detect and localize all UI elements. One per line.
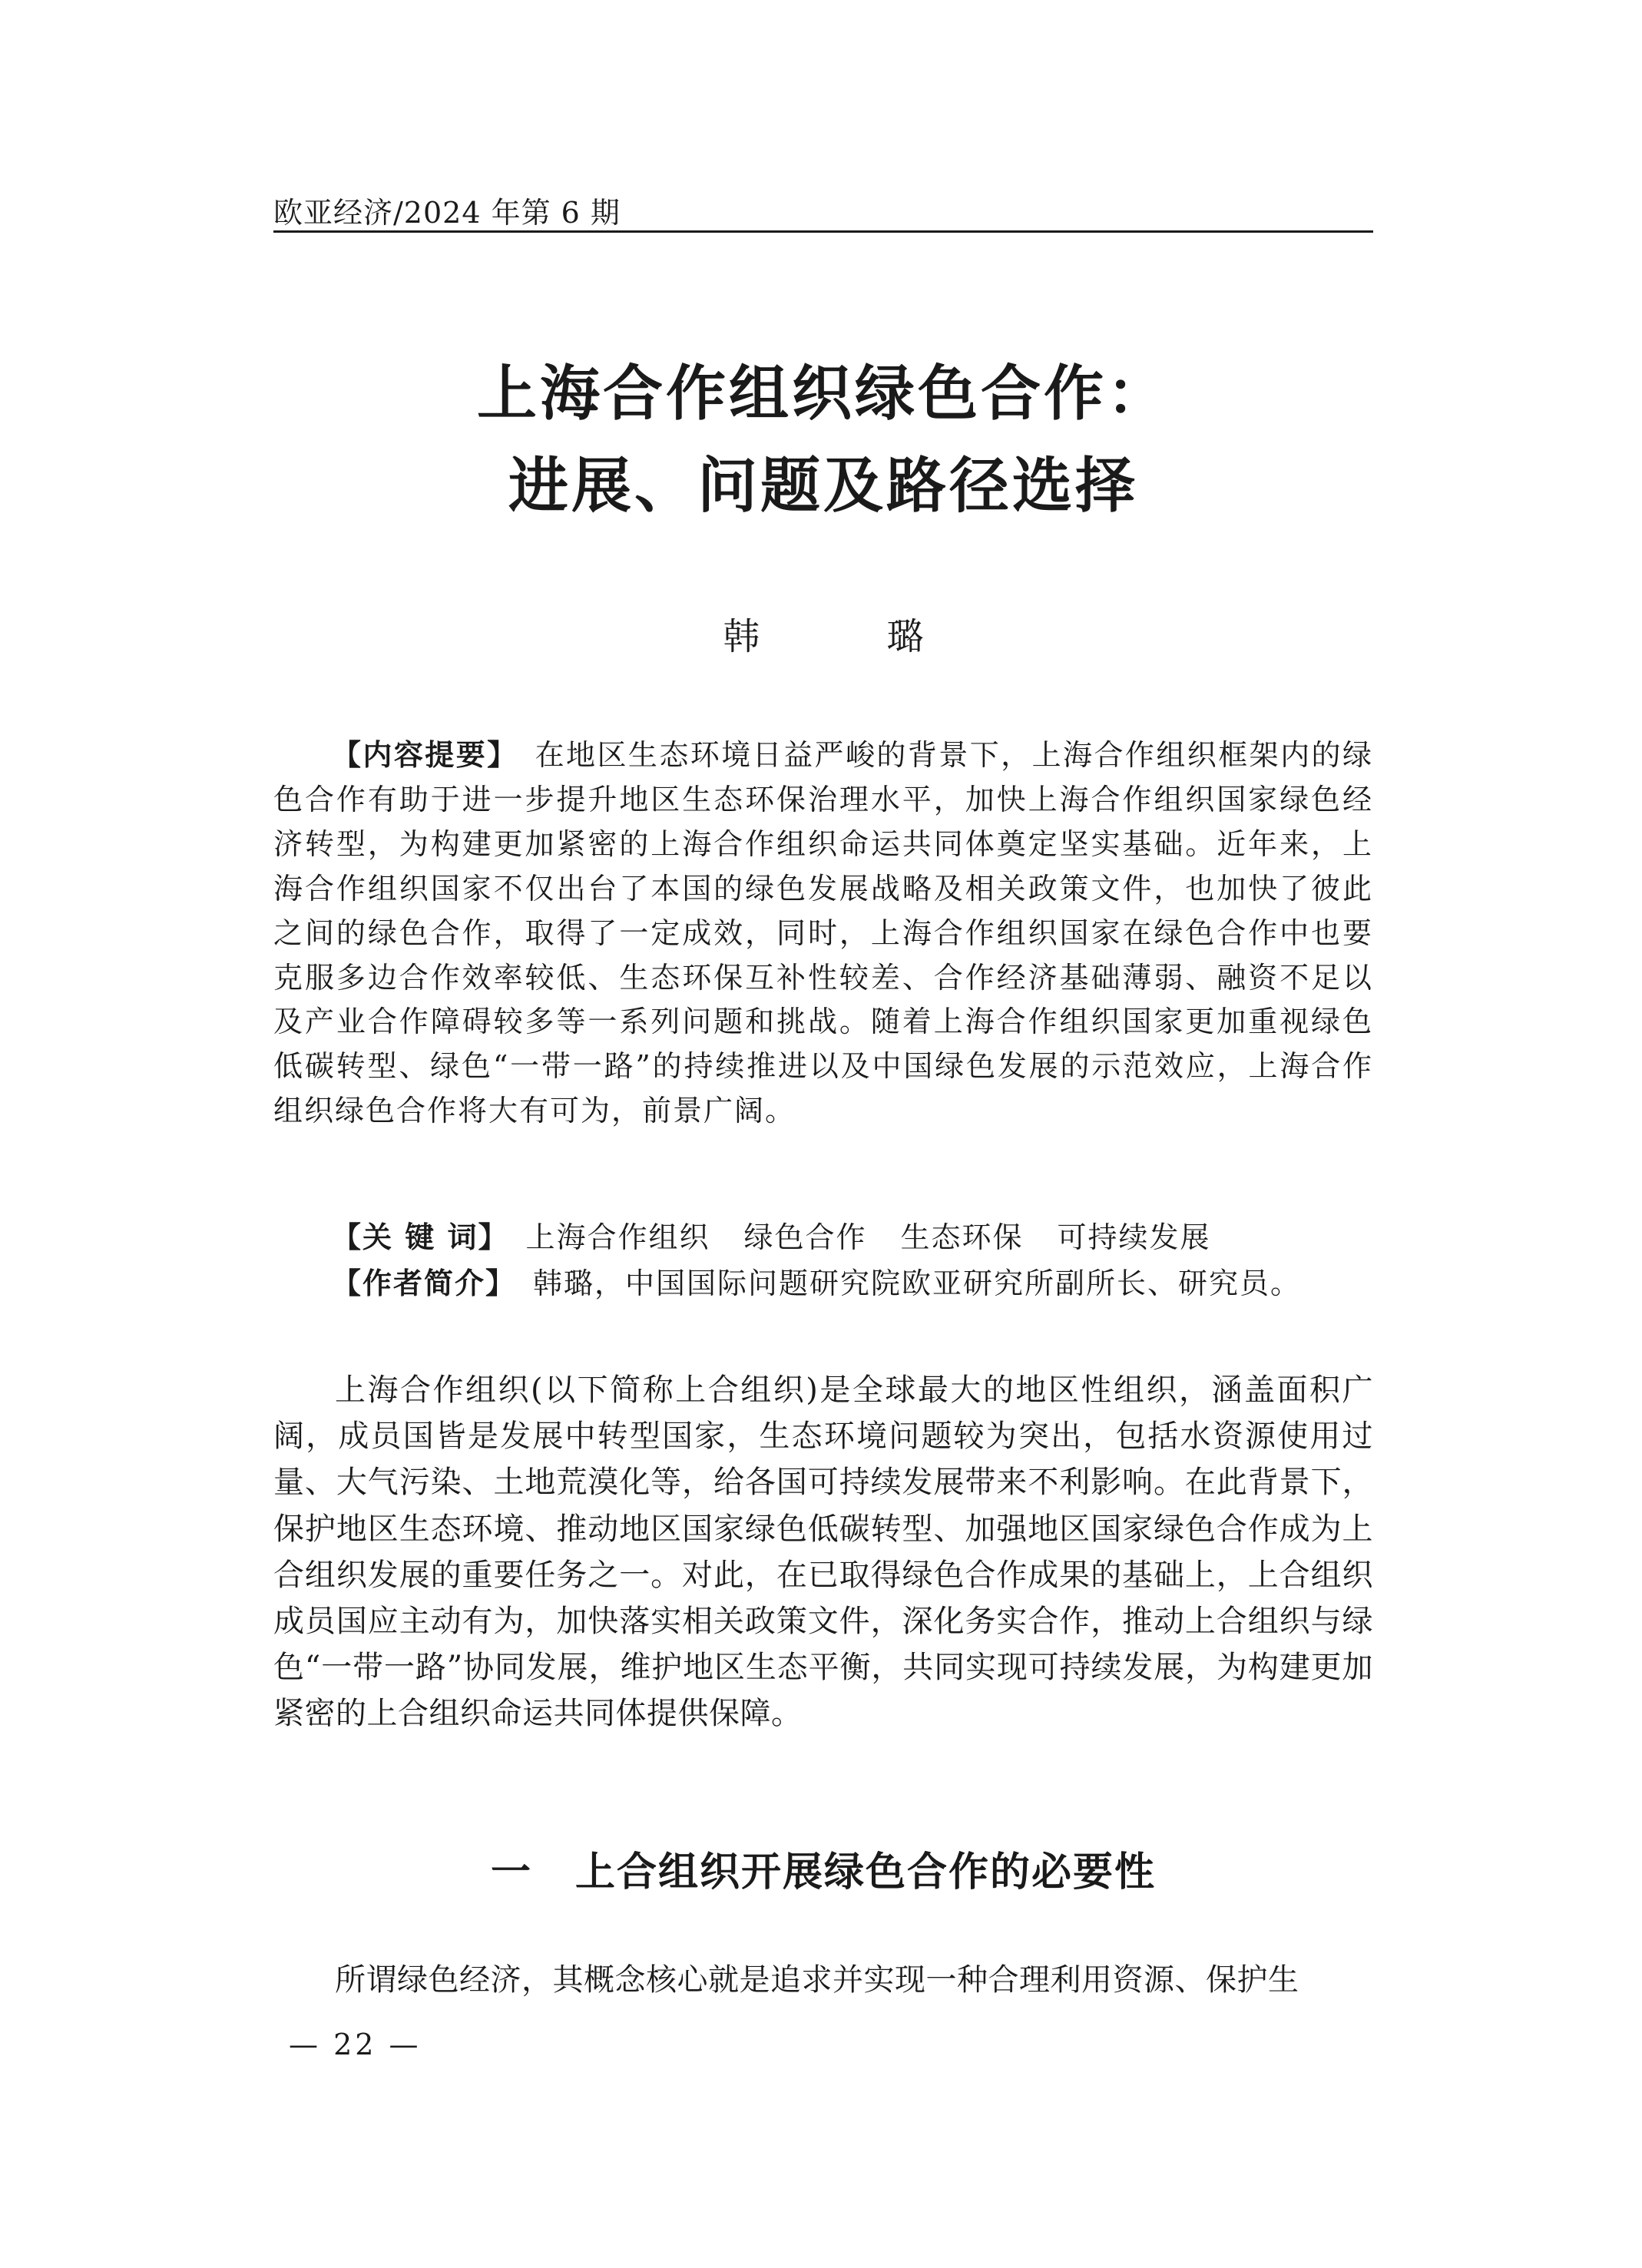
keywords-line — [332, 1213, 1245, 1256]
page-number: — 22 — — [289, 2028, 422, 2061]
section-heading — [273, 1839, 1373, 1897]
abstract — [273, 733, 1373, 1134]
article-title-line-1: 上海合作组织绿色合作： — [476, 359, 1170, 429]
body-paragraph-2: 所谓绿色经济，其概念核心就是追求并实现一种合理利用资源、保护生 — [335, 1962, 1299, 1998]
author-bio-label: 【作者简介】 — [332, 1266, 517, 1300]
author-bio-text: 韩璐，中国国际问题研究院欧亚研究所副所长、研究员。 — [533, 1266, 1302, 1300]
section-number: 一 — [490, 1849, 532, 1896]
keyword-item: 绿色合作 — [743, 1220, 867, 1254]
author-bio-line — [332, 1260, 1301, 1302]
running-head: 欧亚经济/2024 年第 6 期 — [273, 196, 621, 230]
section-title-text: 上合组织开展绿色合作的必要性 — [575, 1849, 1157, 1896]
keyword-item: 可持续发展 — [1057, 1220, 1211, 1254]
keyword-item: 上海合作组织 — [525, 1220, 710, 1254]
article-author: 韩 璐 — [723, 615, 962, 658]
abstract-text: 在地区生态环境日益严峻的背景下，上海合作组织框架内的绿色合作有助于进一步提升地区生态环保治理水平，加快上海合作组织国家绿色经济转型，为构建更加紧密的上海合作组织命运共同体奠定坚实基础。近年来，上海合作组织国家不仅出台了本国的绿色发展战略及相关政策文件，也加快了彼此之间的绿色合作，取得了一定成效，同时，上海合作组织国家在绿色合作中也要克服多边合作效率较低、生态环保互补性较差、合作经济基础薄弱、融资不足以及产业合作障碍较多等一系列问题和挑战。随着上海合作组织国家更加重视绿色低碳转型、绿色“一带一路”的持续推进以及中国绿色发展的示范效应，上海合作组织绿色合作将大有可为，前景广阔。 — [273, 738, 1373, 1128]
keyword-item: 生态环保 — [900, 1220, 1024, 1254]
header-rule — [273, 230, 1373, 233]
article-title-line-2: 进展、问题及路径选择 — [508, 452, 1138, 521]
abstract-label: 【内容提要】 — [332, 738, 518, 772]
body-paragraph-1: 上海合作组织(以下简称上合组织)是全球最大的地区性组织，涵盖面积广阔，成员国皆是发展中转型国家，生态环境问题较为突出，包括水资源使用过量、大气污染、土地荒漠化等，给各国可持续发展带来不利影响。在此背景下，保护地区生态环境、推动地区国家绿色低碳转型、加强地区国家绿色合作成为上合组织发展的重要任务之一。对此，在已取得绿色合作成果的基础上，上合组织成员国应主动有为，加快落实相关政策文件，深化务实合作，推动上合组织与绿色“一带一路”协同发展，维护地区生态平衡，共同实现可持续发展，为构建更加紧密的上合组织命运共同体提供保障。 — [273, 1372, 1373, 1732]
keywords-label: 【关 键 词】 — [332, 1220, 509, 1254]
